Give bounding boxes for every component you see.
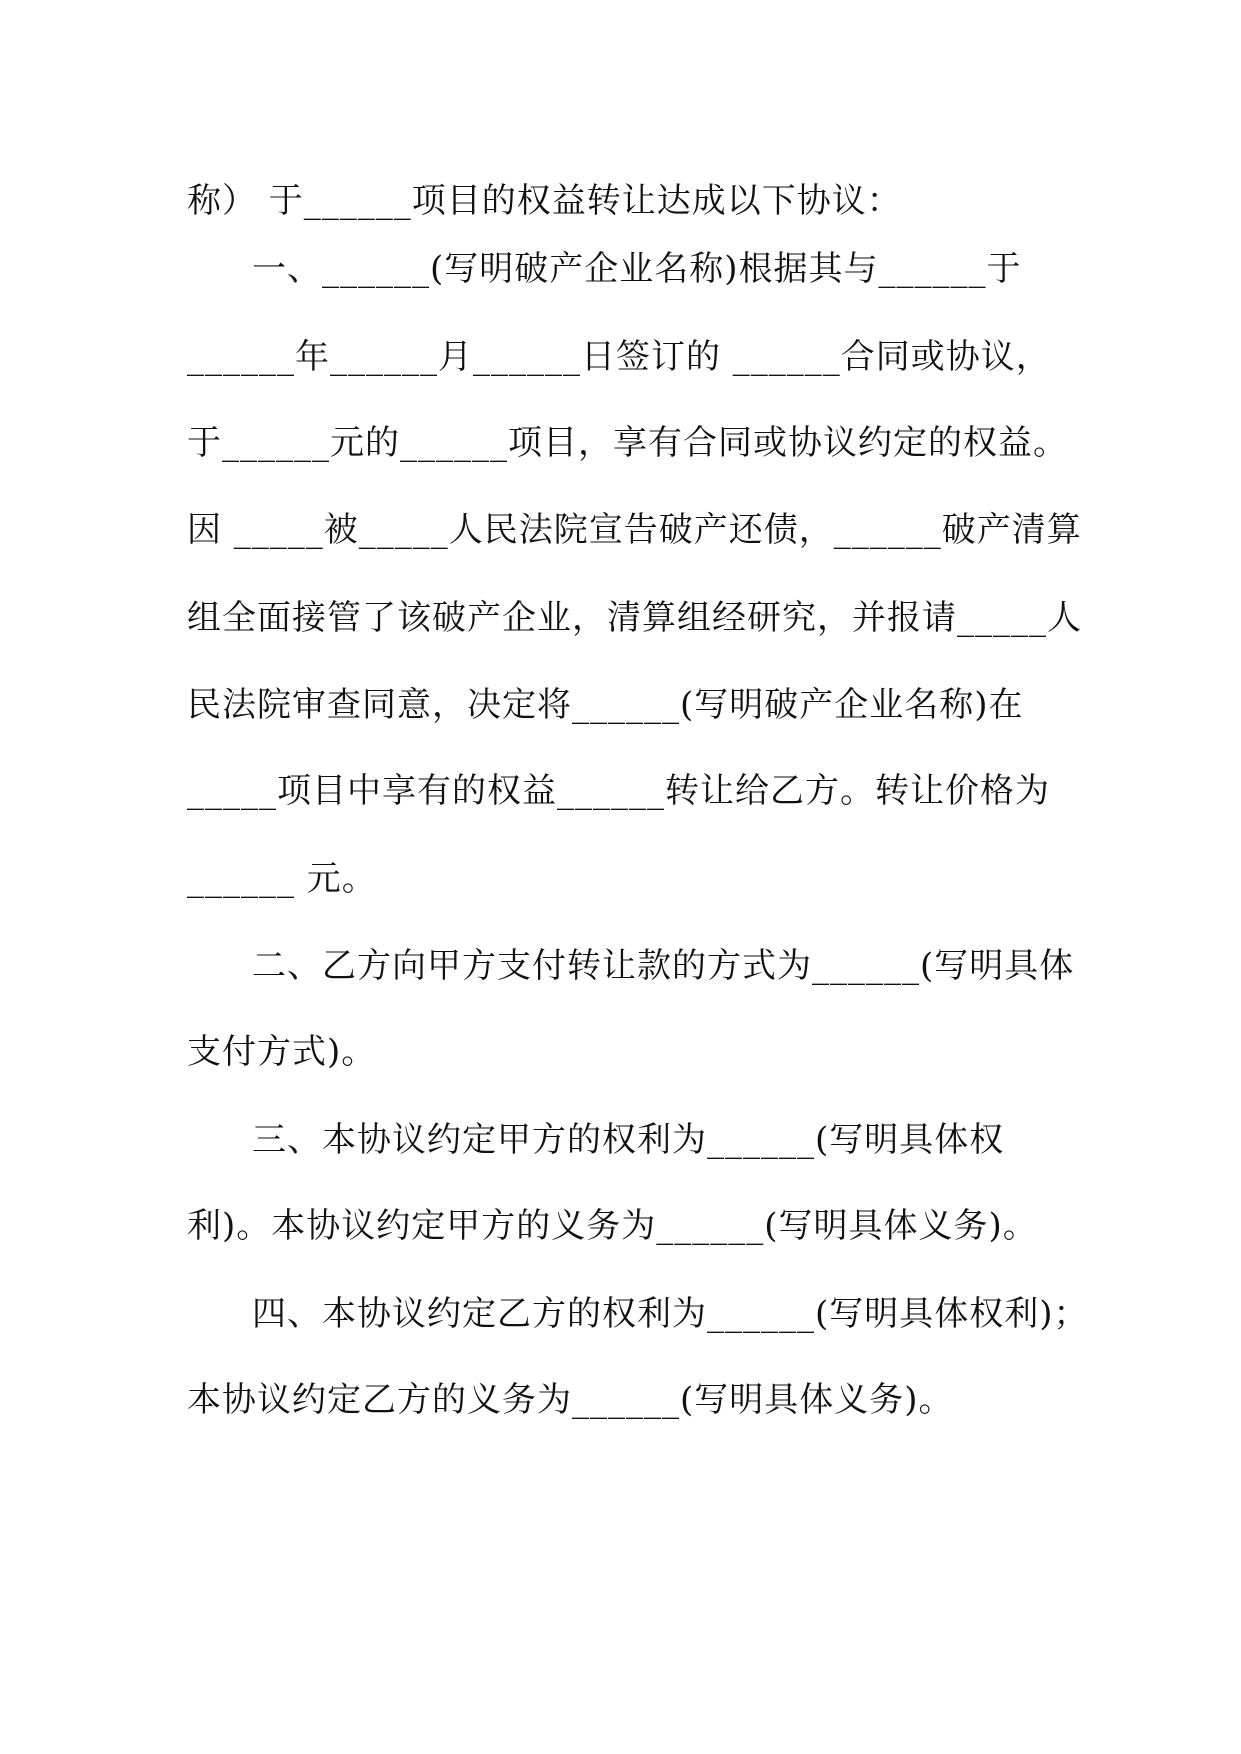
clause-1-line-3: 于______元的______项目，享有合同或协议约定的权益。 <box>187 423 1068 463</box>
clause-1-line-8: ______ 元。 <box>187 859 377 899</box>
clause-4-line-2: 本协议约定乙方的义务为______(写明具体义务)。 <box>187 1380 954 1420</box>
clause-1-line-5: 组全面接管了该破产企业，清算组经研究，并报请_____人 <box>187 598 1082 638</box>
clause-3-line-1: 三、本协议约定甲方的权利为______(写明具体权 <box>252 1120 1005 1160</box>
clause-1-line-4: 因 _____被_____人民法院宣告破产还债，______破产清算 <box>187 510 1082 550</box>
clause-1-line-1: 一、______(写明破产企业名称)根据其与______于 <box>252 249 1022 289</box>
clause-2-line-1: 二、乙方向甲方支付转让款的方式为______(写明具体 <box>252 946 1075 986</box>
clause-2-line-2: 支付方式)。 <box>187 1032 377 1072</box>
clause-4-line-1: 四、本协议约定乙方的权利为______(写明具体权利)； <box>252 1294 1089 1334</box>
clause-3-line-2: 利)。本协议约定甲方的义务为______(写明具体义务)。 <box>187 1206 1038 1246</box>
clause-1-line-2: ______年______月______日签订的 ______合同或协议， <box>187 337 1051 377</box>
clause-1-line-7: _____项目中享有的权益______转让给乙方。转让价格为 <box>187 771 1050 811</box>
clause-1-line-6: 民法院审查同意，决定将______(写明破产企业名称)在 <box>187 685 1024 725</box>
text-line-1: 称） 于______项目的权益转让达成以下协议： <box>187 181 902 221</box>
